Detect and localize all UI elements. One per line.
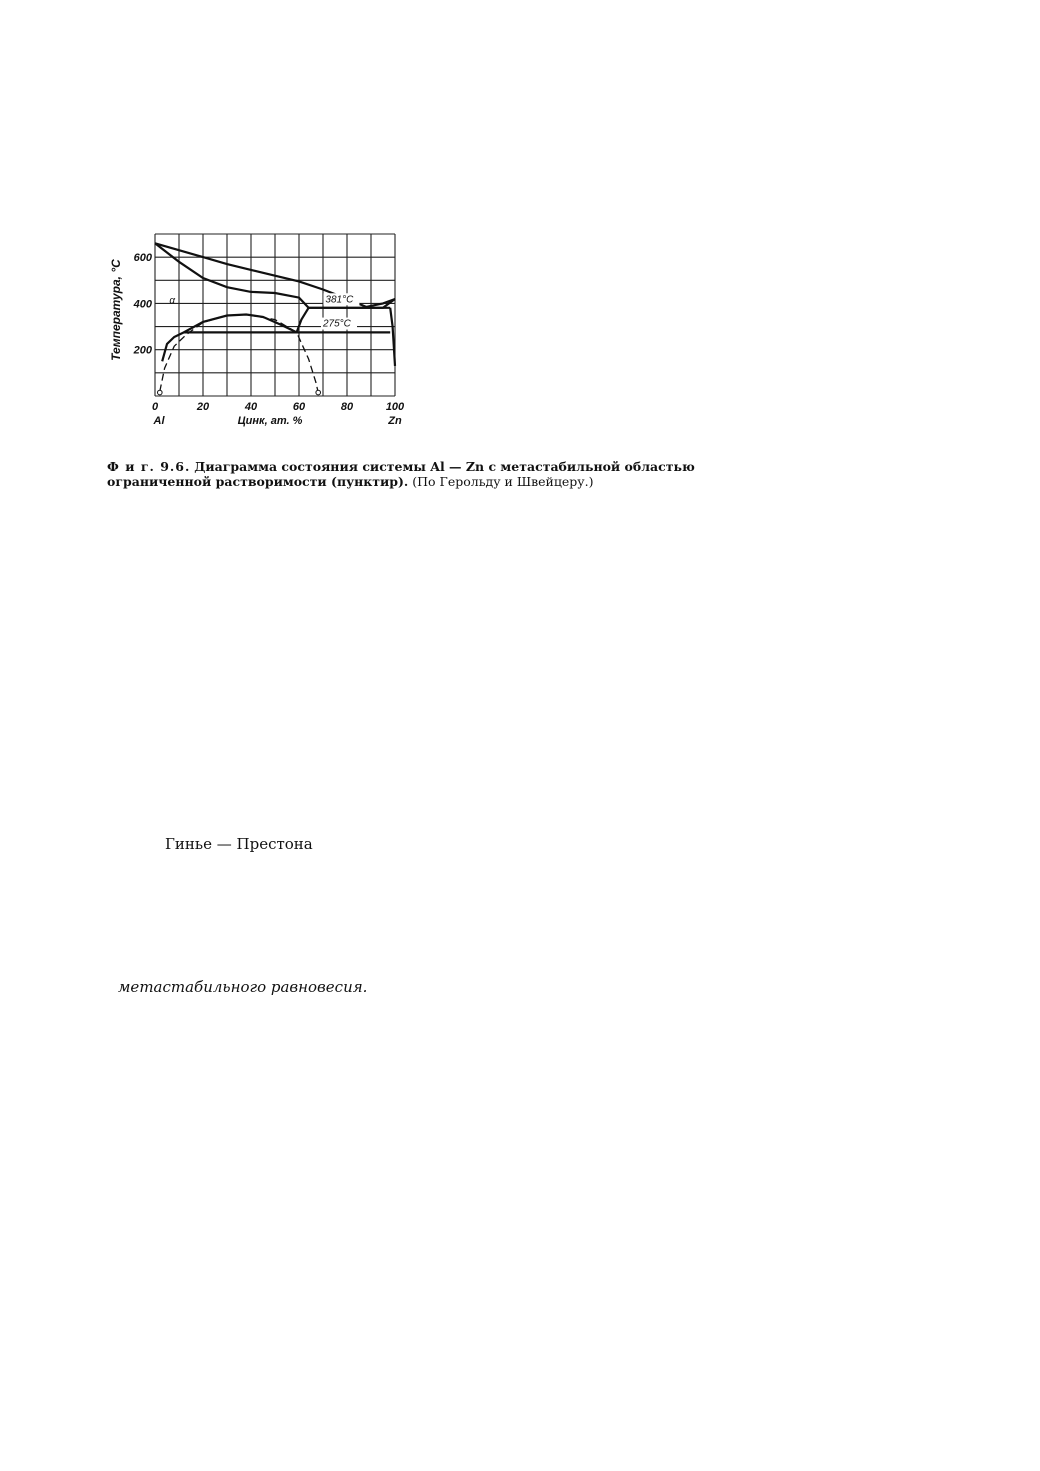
x-tick-label: 0 xyxy=(151,401,159,413)
isotherm-label: 275°C xyxy=(323,318,351,330)
data-point-marker xyxy=(158,390,163,395)
data-point-marker xyxy=(316,390,321,395)
phase-alpha-label: α xyxy=(169,295,176,307)
x-tick-label: 80 xyxy=(340,401,354,413)
caption-source: (По Герольду и Швейцеру.) xyxy=(412,474,594,489)
text-fragment-guinier-preston: Гинье — Престона xyxy=(165,835,313,853)
series-solvus-alpha xyxy=(297,308,309,333)
x-end-label-al: Al xyxy=(153,415,165,427)
y-tick-label: 400 xyxy=(133,298,152,311)
series-zn-solvus xyxy=(390,308,395,366)
text-fragment-metastable-equilibrium: метастабильного равновесия. xyxy=(118,978,368,996)
x-tick-label: 60 xyxy=(292,401,306,413)
x-tick-label: 20 xyxy=(196,401,210,413)
phase-diagram-figure xyxy=(100,225,420,440)
x-axis-label: Цинк, ат. % xyxy=(237,415,303,427)
y-tick-label: 200 xyxy=(133,344,152,357)
x-tick-label: 100 xyxy=(385,401,405,413)
x-tick-label: 40 xyxy=(244,401,258,413)
caption-figure-number: Ф и г. 9.6. xyxy=(107,459,191,474)
isotherm-label: 381°C xyxy=(325,294,354,306)
x-end-label-zn: Zn xyxy=(388,415,402,427)
y-tick-label: 600 xyxy=(133,252,152,265)
figure-caption xyxy=(107,459,707,489)
phase-diagram-chart xyxy=(100,225,420,440)
y-axis-label: Температура, °С xyxy=(109,259,123,361)
caption-main-text: Диаграмма состояния системы Al — Zn с метастабильной областью ограниченной растворимости (пунктир). xyxy=(107,459,695,489)
